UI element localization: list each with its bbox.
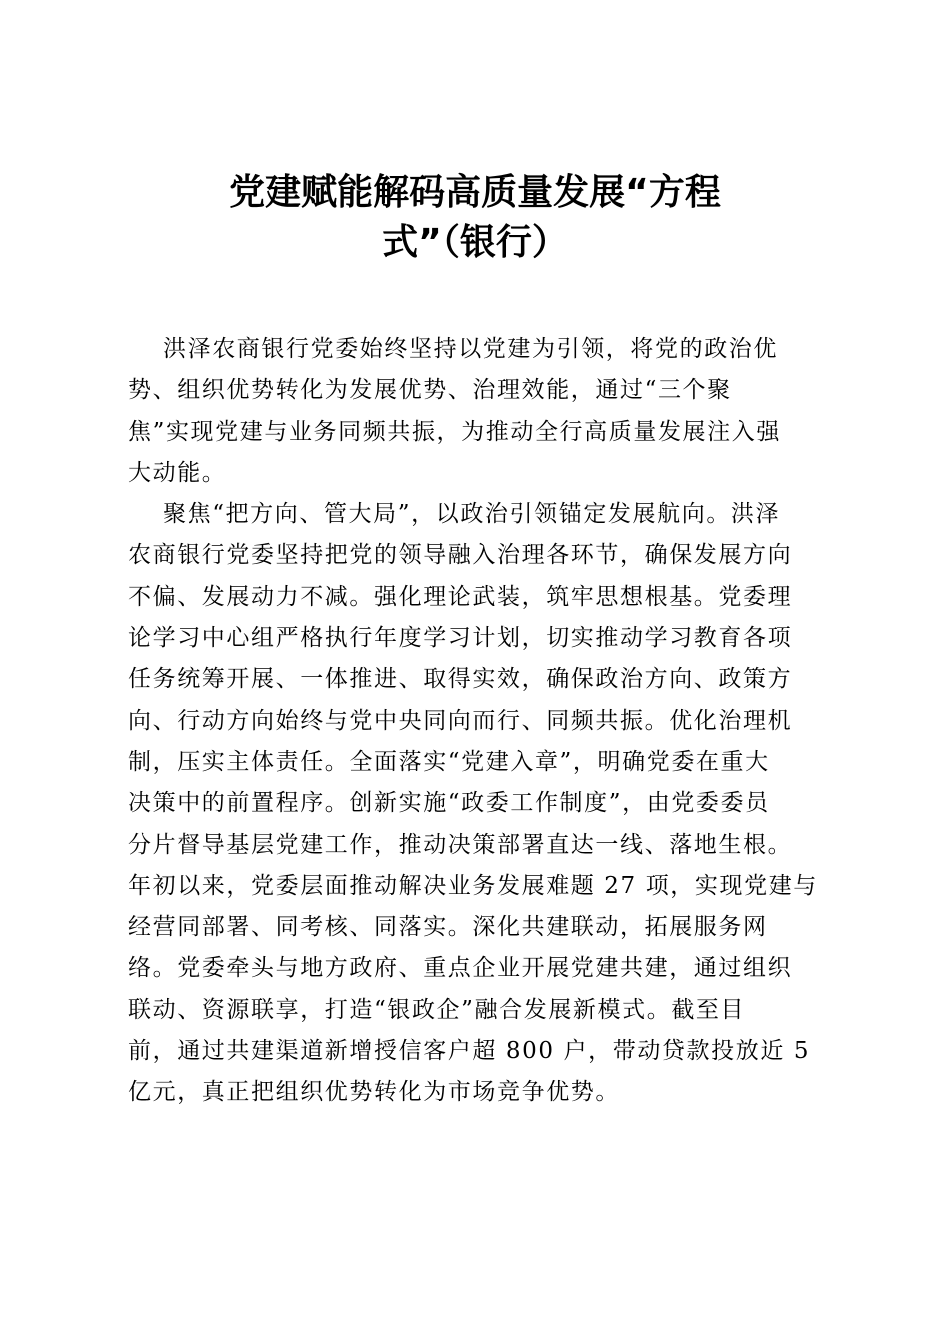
paragraph-line: 聚焦“把方向、管大局”，以政治引领锚定发展航向。洪泽: [163, 501, 781, 528]
title-line-2: 式”（银行）: [382, 222, 568, 263]
paragraph-line: 洪泽农商银行党委始终坚持以党建为引领，将党的政治优: [163, 336, 778, 362]
document-title: [0, 168, 950, 268]
paragraph-line: 农商银行党委坚持把党的领导融入治理各环节，确保发展方向: [128, 542, 793, 569]
paragraph-line: 络。党委牵头与地方政府、重点企业开展党建共建，通过组织: [128, 955, 793, 982]
paragraph-line: 制，压实主体责任。全面落实“党建入章”，明确党委在重大: [128, 748, 770, 775]
paragraph-line: 年初以来，党委层面推动解决业务发展难题 27 项，实现党建与: [128, 872, 818, 899]
paragraph-1: [128, 329, 828, 494]
paragraph-line: 经营同部署、同考核、同落实。深化共建联动，拓展服务网: [128, 914, 768, 941]
title-line-1: 党建赋能解码高质量发展“方程: [229, 172, 721, 213]
paragraph-line: 分片督导基层党建工作，推动决策部署直达一线、落地生根。: [128, 831, 793, 858]
document-body: [128, 329, 828, 1114]
paragraph-line: 焦”实现党建与业务同频共振，为推动全行高质量发展注入强: [128, 418, 781, 445]
paragraph-line: 亿元，真正把组织优势转化为市场竞争优势。: [128, 1079, 620, 1106]
paragraph-line: 联动、资源联享，打造“银政企”融合发展新模式。截至目: [128, 996, 746, 1023]
paragraph-line: 不偏、发展动力不减。强化理论武装，筑牢思想根基。党委理: [128, 583, 793, 610]
paragraph-line: 前，通过共建渠道新增授信客户超 800 户，带动贷款投放近 5: [128, 1038, 811, 1065]
paragraph-line: 势、组织优势转化为发展优势、治理效能，通过“三个聚: [128, 377, 732, 404]
paragraph-2: [128, 494, 828, 1113]
paragraph-line: 决策中的前置程序。创新实施“政委工作制度”，由党委委员: [128, 790, 770, 817]
paragraph-line: 向、行动方向始终与党中央同向而行、同频共振。优化治理机: [128, 707, 793, 734]
paragraph-line: 大动能。: [128, 459, 227, 486]
paragraph-line: 论学习中心组严格执行年度学习计划，切实推动学习教育各项: [128, 625, 793, 652]
paragraph-line: 任务统筹开展、一体推进、取得实效，确保政治方向、政策方: [128, 666, 793, 693]
